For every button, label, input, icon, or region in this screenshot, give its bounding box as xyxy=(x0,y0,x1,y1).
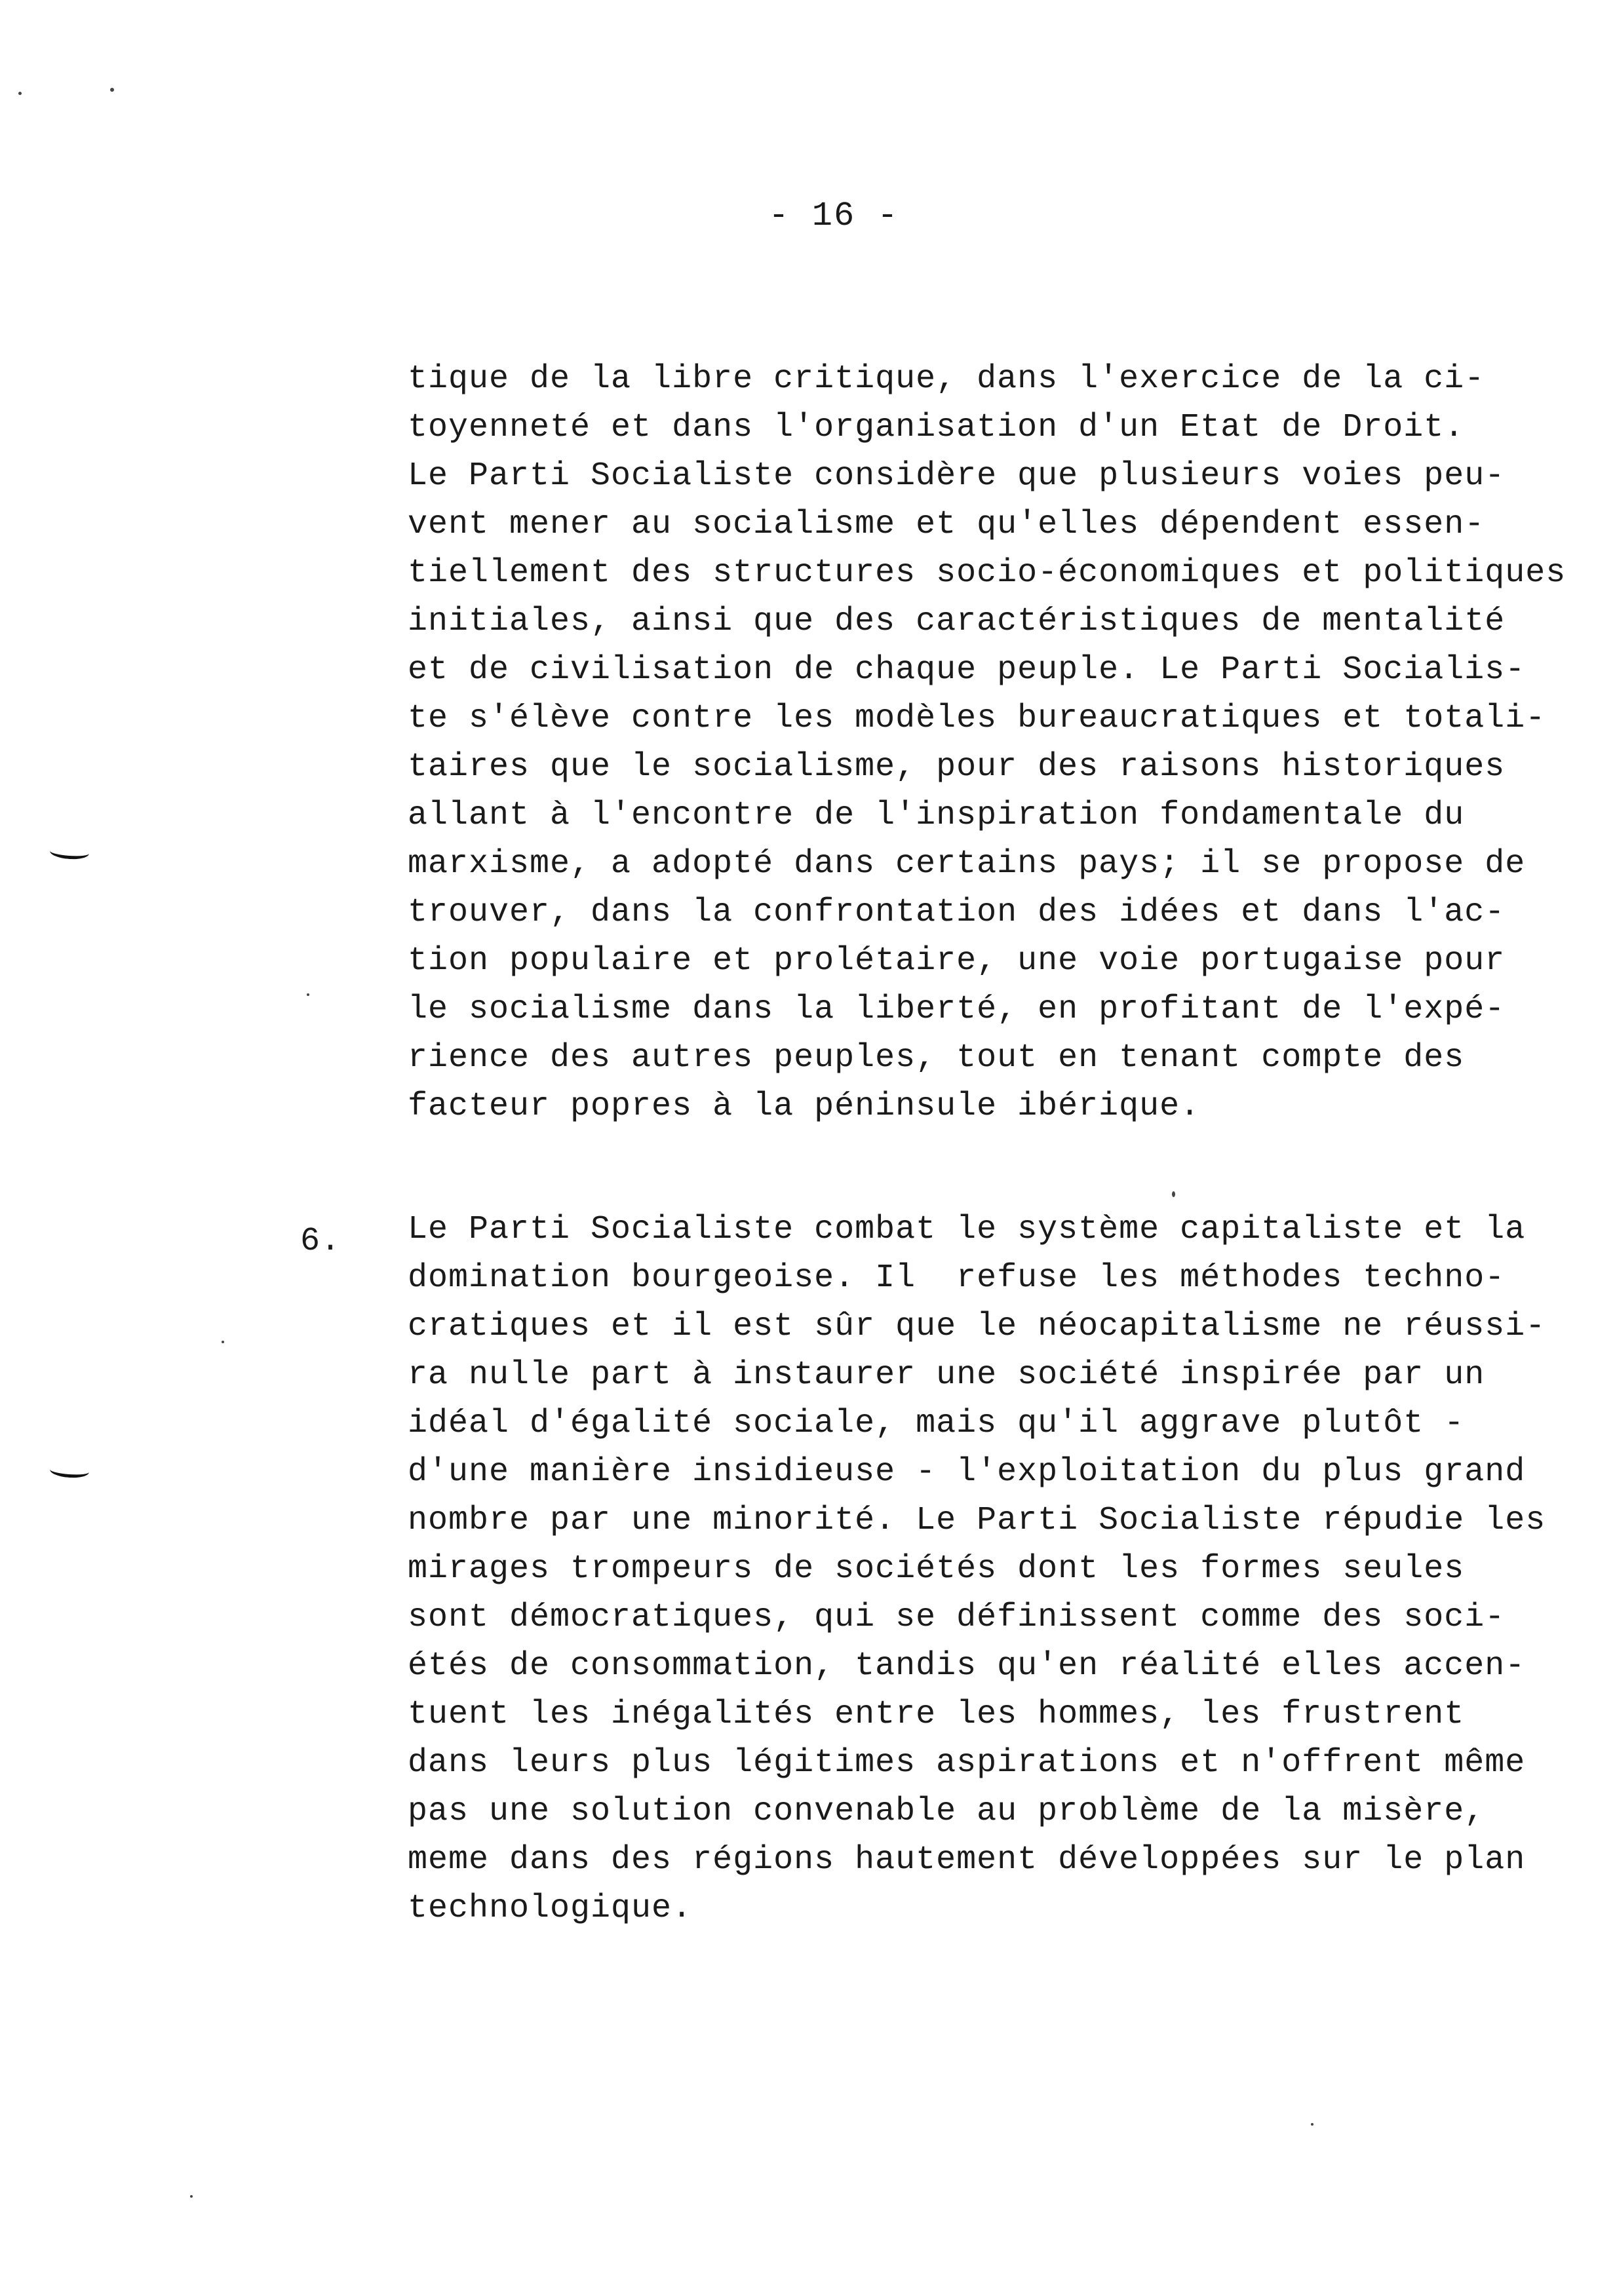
text-line: trouver, dans la confrontation des idées et dans l'ac- xyxy=(408,894,1506,931)
text-line: initiales, ainsi que des caractéristiques de mentalité xyxy=(408,603,1506,640)
text-line: sont démocratiques, qui se définissent comme des soci- xyxy=(408,1599,1506,1636)
text-line: taires que le socialisme, pour des raisons historiques xyxy=(408,748,1506,786)
paragraph-continuation xyxy=(408,355,1566,1131)
text-line: toyenneté et dans l'organisation d'un Etat de Droit. xyxy=(408,409,1465,446)
text-line: meme dans des régions hautement développées sur le plan xyxy=(408,1841,1526,1879)
scan-mark xyxy=(49,844,89,860)
text-line: le socialisme dans la liberté, en profitant de l'expé- xyxy=(408,991,1506,1028)
section-number: 6. xyxy=(300,1223,341,1260)
scan-speck xyxy=(222,1341,224,1343)
scan-speck xyxy=(1311,2123,1313,2126)
page-number: - 16 - xyxy=(768,197,899,235)
text-line: tion populaire et prolétaire, une voie portugaise pour xyxy=(408,942,1506,980)
text-line: te s'élève contre les modèles bureaucratiques et totali- xyxy=(408,700,1546,737)
text-line: facteur popres à la péninsule ibérique. xyxy=(408,1088,1201,1125)
text-line: étés de consommation, tandis qu'en réalité elles accen- xyxy=(408,1647,1526,1685)
text-line: idéal d'égalité sociale, mais qu'il aggrave plutôt - xyxy=(408,1405,1465,1442)
text-line: Le Parti Socialiste considère que plusieurs voies peu- xyxy=(408,457,1506,495)
text-line: marxisme, a adopté dans certains pays; il se propose de xyxy=(408,845,1526,883)
text-line: nombre par une minorité. Le Parti Socialiste répudie les xyxy=(408,1502,1546,1539)
text-line: tuent les inégalités entre les hommes, les frustrent xyxy=(408,1696,1465,1733)
text-line: vent mener au socialisme et qu'elles dépendent essen- xyxy=(408,506,1485,543)
text-line: cratiques et il est sûr que le néocapitalisme ne réussi- xyxy=(408,1308,1546,1345)
scan-speck xyxy=(18,92,22,95)
text-line: rience des autres peuples, tout en tenant compte des xyxy=(408,1039,1465,1077)
scan-speck xyxy=(1172,1191,1175,1197)
text-line: mirages trompeurs de sociétés dont les formes seules xyxy=(408,1550,1465,1588)
text-line: ra nulle part à instaurer une société inspirée par un xyxy=(408,1356,1485,1394)
text-line: tique de la libre critique, dans l'exercice de la ci- xyxy=(408,360,1485,398)
text-line: d'une manière insidieuse - l'exploitation du plus grand xyxy=(408,1453,1526,1491)
scan-speck xyxy=(190,2195,193,2198)
text-line: et de civilisation de chaque peuple. Le Parti Socialis- xyxy=(408,651,1526,689)
scan-speck xyxy=(110,88,114,92)
scan-mark xyxy=(49,1463,89,1479)
text-line: tiellement des structures socio-économiques et politiques xyxy=(408,554,1566,592)
section-6-paragraph xyxy=(408,1206,1546,1933)
text-line: technologique. xyxy=(408,1890,693,1927)
text-line: pas une solution convenable au problème de la misère, xyxy=(408,1793,1485,1830)
text-line: allant à l'encontre de l'inspiration fondamentale du xyxy=(408,797,1465,834)
scan-speck xyxy=(307,993,309,996)
text-line: domination bourgeoise. Il refuse les méthodes techno- xyxy=(408,1259,1506,1297)
text-line: dans leurs plus légitimes aspirations et n'offrent même xyxy=(408,1744,1526,1782)
text-line: Le Parti Socialiste combat le système capitaliste et la xyxy=(408,1211,1526,1248)
